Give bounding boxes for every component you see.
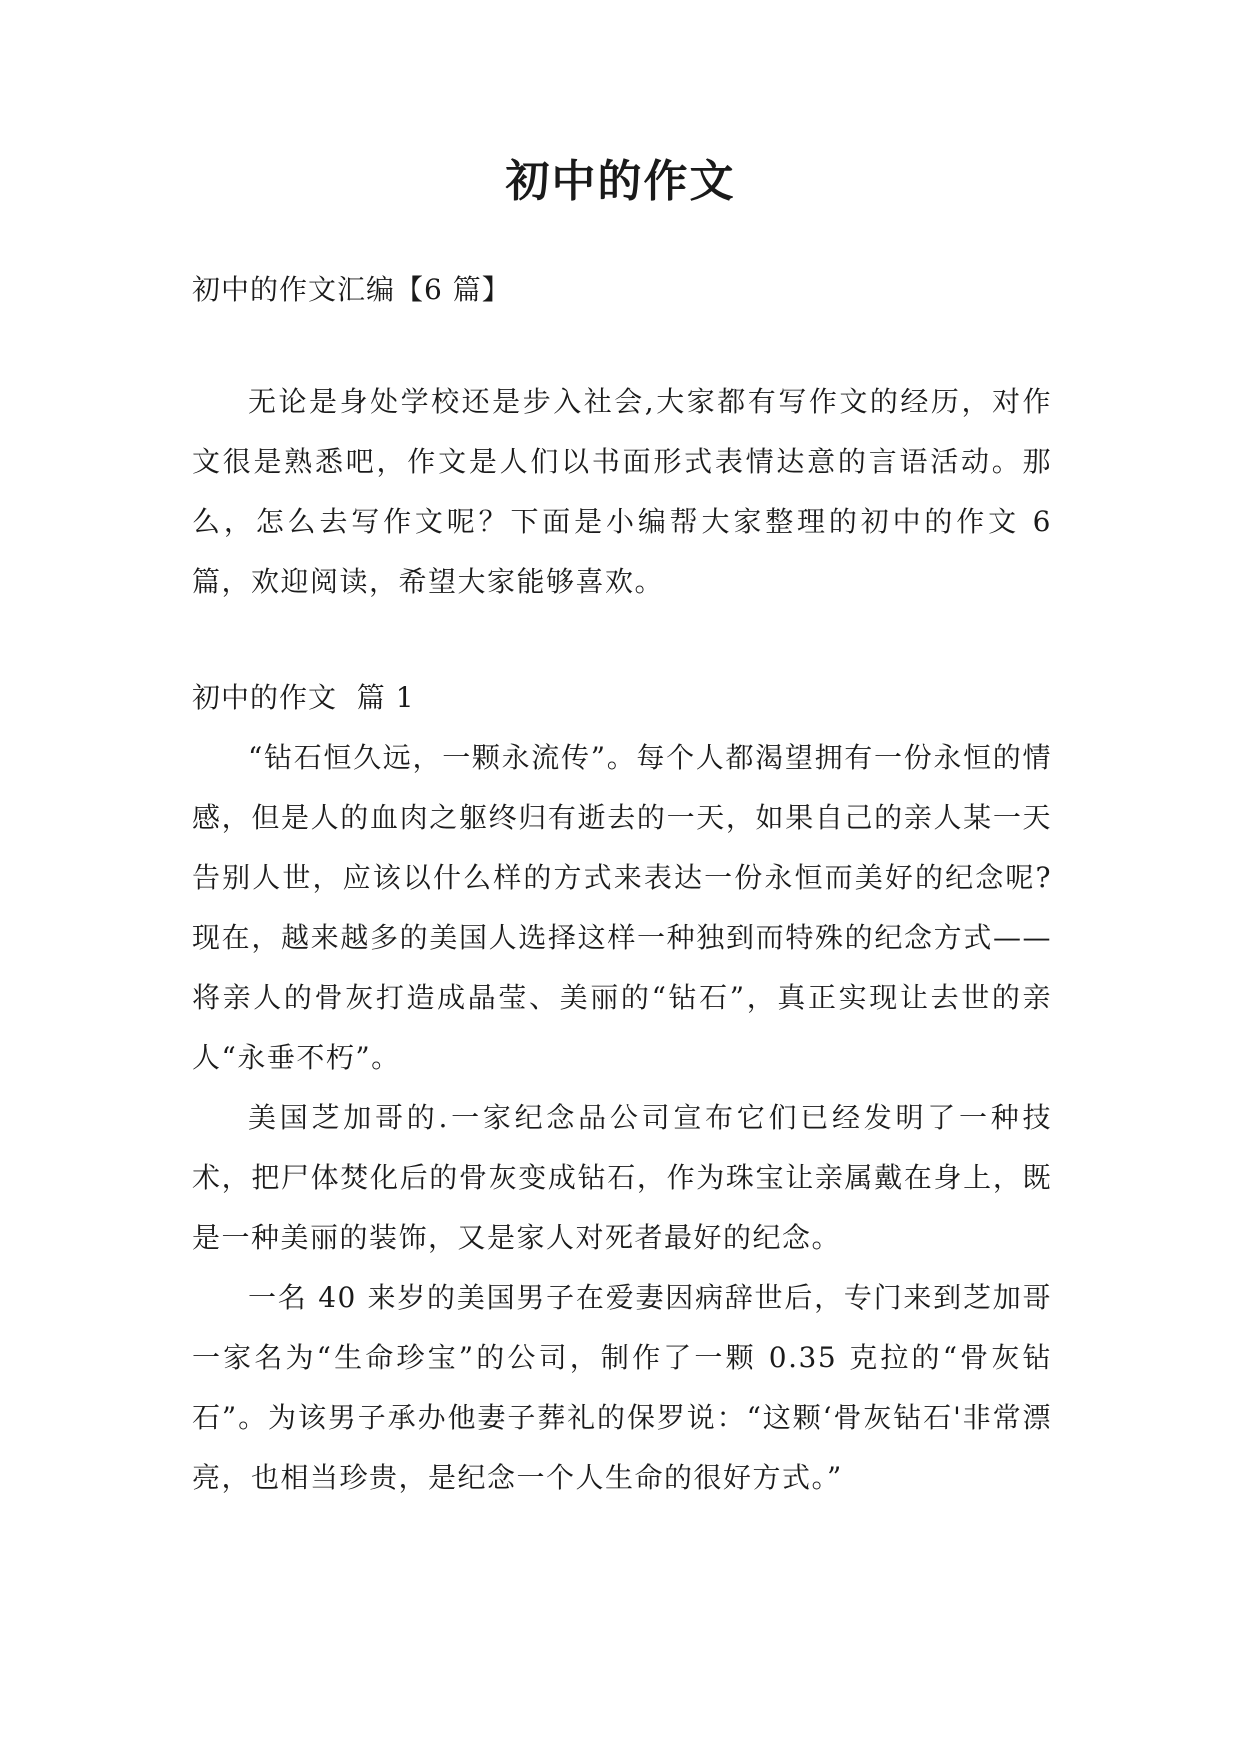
body-paragraph: 一名 40 来岁的美国男子在爱妻因病辞世后，专门来到芝加哥一家名为“生命珍宝”的公司，制作了一颗 0.35 克拉的“骨灰钻石”。为该男子承办他妻子葬礼的保罗说：“这颗‘骨灰钻石'非常漂亮，也相当珍贵，是纪念一个人生命的很好方式。” bbox=[192, 1281, 1052, 1494]
document-body bbox=[192, 260, 1052, 1508]
document-title: 初中的作文 bbox=[505, 156, 736, 207]
document-subtitle: 初中的作文汇编【6 篇】 bbox=[192, 273, 511, 306]
body-paragraph: 美国芝加哥的.一家纪念品公司宣布它们已经发明了一种技术，把尸体焚化后的骨灰变成钻石，作为珠宝让亲属戴在身上，既是一种美丽的装饰，又是家人对死者最好的纪念。 bbox=[192, 1101, 1052, 1254]
section-heading: 初中的作文 篇 1 bbox=[192, 681, 415, 714]
intro-paragraph: 无论是身处学校还是步入社会,大家都有写作文的经历，对作文很是熟悉吧，作文是人们以书面形式表情达意的言语活动。那么，怎么去写作文呢？下面是小编帮大家整理的初中的作文 6 篇，欢迎阅读，希望大家能够喜欢。 bbox=[192, 385, 1052, 598]
body-paragraph: “钻石恒久远，一颗永流传”。每个人都渴望拥有一份永恒的情感，但是人的血肉之躯终归有逝去的一天，如果自己的亲人某一天告别人世，应该以什么样的方式来表达一份永恒而美好的纪念呢?现在，越来越多的美国人选择这样一种独到而特殊的纪念方式——将亲人的骨灰打造成晶莹、美丽的“钻石”，真正实现让去世的亲人“永垂不朽”。 bbox=[192, 741, 1052, 1074]
